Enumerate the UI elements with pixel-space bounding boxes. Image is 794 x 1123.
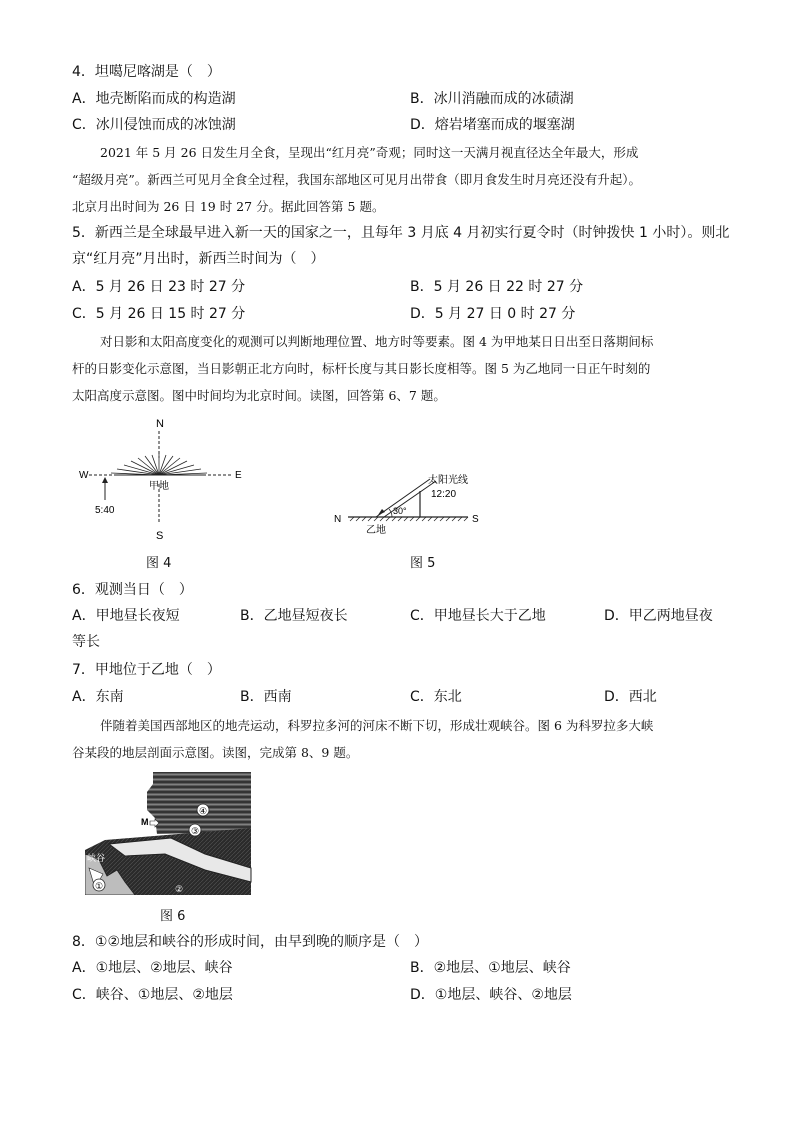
fig6-layer-2-label: ②: [175, 884, 184, 894]
fig6-layer-3-label: ③: [191, 826, 200, 836]
fig6-m-label: M: [141, 817, 149, 827]
q7-stem: 7．甲地位于乙地（ ）: [72, 662, 221, 678]
fig6-canyon-label: 峡谷: [87, 853, 106, 863]
fig5-ray-label: 太阳光线: [428, 475, 468, 486]
q5-option-d: D．5 月 27 日 0 时 27 分: [410, 306, 576, 322]
passage67-line1: 对日影和太阳高度变化的观测可以判断地理位置、地方时等要素。图 4 为甲地某日日出至日落期间标: [100, 334, 654, 349]
q8-option-a: A．①地层、②地层、峡谷: [72, 960, 233, 976]
figure-5-solar-altitude: [330, 465, 490, 537]
figure-4-shadow-diagram: [75, 412, 255, 544]
fig5-angle-label: 30°: [393, 506, 407, 516]
q4-option-b: B．冰川消融而成的冰碛湖: [410, 91, 574, 107]
fig6-layer-4-label: ④: [199, 806, 208, 816]
q8-option-c: C．峡谷、①地层、②地层: [72, 987, 233, 1003]
q5-option-b: B．5 月 26 日 22 时 27 分: [410, 279, 584, 295]
fig5-time-label: 12:20: [431, 489, 457, 500]
fig4-east-label: E: [235, 470, 242, 481]
passage67-line2: 杆的日影变化示意图，当日影朝正北方向时，标杆长度与其日影长度相等。图 5 为乙地同一日正午时刻的: [72, 361, 651, 376]
q5-stem-line1: 5．新西兰是全球最早进入新一天的国家之一，且每年 3 月底 4 月初实行夏令时（时钟拨快 1 小时）。则北: [72, 225, 730, 241]
q8-option-b: B．②地层、①地层、峡谷: [410, 960, 571, 976]
fig5-caption: 图 5: [410, 556, 436, 571]
q6-option-d-line2: 等长: [72, 634, 100, 650]
passage89-line1: 伴随着美国西部地区的地壳运动，科罗拉多河的河床不断下切，形成壮观峡谷。图 6 为科罗拉多大峡: [100, 718, 654, 733]
fig6-caption: 图 6: [160, 909, 186, 924]
fig5-north-label: N: [334, 514, 342, 525]
fig6-layer-1-label: ①: [95, 881, 104, 891]
q4-option-a: A．地壳断陷而成的构造湖: [72, 91, 236, 107]
q6-stem: 6．观测当日（ ）: [72, 582, 193, 598]
passage67-line3: 太阳高度示意图。图中时间均为北京时间。读图，回答第 6、7 题。: [72, 388, 446, 403]
fig4-place-label: 甲地: [149, 481, 169, 492]
q6-option-b: B．乙地昼短夜长: [240, 608, 348, 624]
q6-option-c: C．甲地昼长大于乙地: [410, 608, 546, 624]
passage89-line2: 谷某段的地层剖面示意图。读图，完成第 8、9 题。: [72, 745, 359, 760]
q4-option-d: D．熔岩堵塞而成的堰塞湖: [410, 117, 575, 133]
figure-6-canyon-section: [85, 770, 253, 895]
q5-option-a: A．5 月 26 日 23 时 27 分: [72, 279, 246, 295]
passage5-line1: 2021 年 5 月 26 日发生月全食，呈现出“红月亮”奇观；同时这一天满月视直径达全年最大，形成: [100, 145, 639, 160]
q7-option-a: A．东南: [72, 689, 124, 705]
fig4-shadow-rays: [111, 454, 207, 475]
q7-option-b: B．西南: [240, 689, 292, 705]
fig4-north-label: N: [156, 418, 164, 430]
q8-option-d: D．①地层、峡谷、②地层: [410, 987, 572, 1003]
passage5-line2: “超级月亮”。新西兰可见月全食全过程，我国东部地区可见月出带食（即月食发生时月亮还没有升起）。: [72, 172, 642, 187]
fig4-sunrise-time: 5:40: [95, 505, 115, 516]
q7-option-d: D．西北: [604, 689, 657, 705]
q5-stem-line2: 京“红月亮”月出时，新西兰时间为（ ）: [72, 251, 325, 267]
fig5-south-label: S: [472, 514, 479, 525]
q6-option-a: A．甲地昼长夜短: [72, 608, 180, 624]
fig4-south-label: S: [156, 530, 164, 542]
fig5-place-label: 乙地: [366, 525, 386, 536]
q4-option-c: C．冰川侵蚀而成的冰蚀湖: [72, 117, 236, 133]
fig4-caption: 图 4: [146, 556, 172, 571]
q6-option-d-line1: D．甲乙两地昼夜: [604, 608, 713, 624]
q5-option-c: C．5 月 26 日 15 时 27 分: [72, 306, 246, 322]
q4-stem: 4．坦噶尼喀湖是（ ）: [72, 64, 221, 80]
passage5-line3: 北京月出时间为 26 日 19 时 27 分。据此回答第 5 题。: [72, 199, 385, 214]
fig4-west-label: W: [79, 470, 89, 481]
q7-option-c: C．东北: [410, 689, 462, 705]
q8-stem: 8．①②地层和峡谷的形成时间，由早到晚的顺序是（ ）: [72, 934, 429, 950]
